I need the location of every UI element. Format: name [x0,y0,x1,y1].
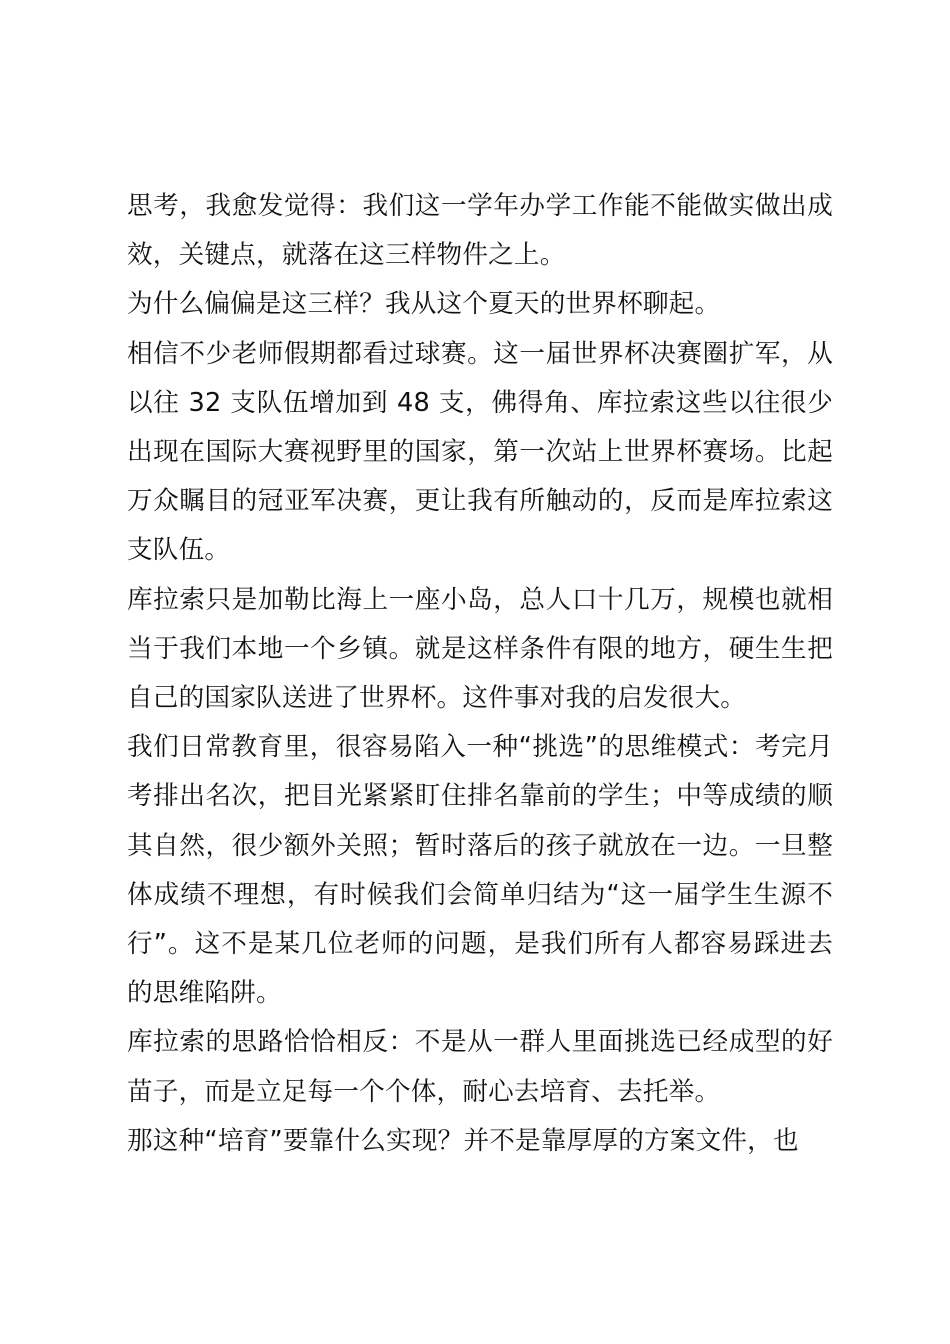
paragraph: 那这种“培育”要靠什么实现？并不是靠厚厚的方案文件，也 [127,1125,799,1156]
paragraph: 思考，我愈发觉得：我们这一学年办学工作能不能做实做出成效，关键点，就落在这三样物件之上。 [127,191,833,271]
paragraph: 为什么偏偏是这三样？我从这个夏天的世界杯聊起。 [127,289,721,320]
document-body [127,182,833,1166]
paragraph: 库拉索只是加勒比海上一座小岛，总人口十几万，规模也就相当于我们本地一个乡镇。就是这样条件有限的地方，硬生生把自己的国家队送进了世界杯。这件事对我的启发很大。 [127,584,833,714]
paragraph: 库拉索的思路恰恰相反：不是从一群人里面挑选已经成型的好苗子，而是立足每一个个体，耐心去培育、去托举。 [127,1027,833,1107]
paragraph: 相信不少老师假期都看过球赛。这一届世界杯决赛圈扩军，从以往 32 支队伍增加到 48 支，佛得角、库拉索这些以往很少出现在国际大赛视野里的国家，第一次站上世界杯赛场。比起万众瞩目的冠亚军决赛，更让我有所触动的，反而是库拉索这支队伍。 [127,338,833,566]
paragraph: 我们日常教育里，很容易陷入一种“挑选”的思维模式：考完月考排出名次，把目光紧紧盯住排名靠前的学生；中等成绩的顺其自然，很少额外关照；暂时落后的孩子就放在一边。一旦整体成绩不理想，有时候我们会简单归结为“这一届学生生源不行”。这不是某几位老师的问题，是我们所有人都容易踩进去的思维陷阱。 [127,732,833,1009]
